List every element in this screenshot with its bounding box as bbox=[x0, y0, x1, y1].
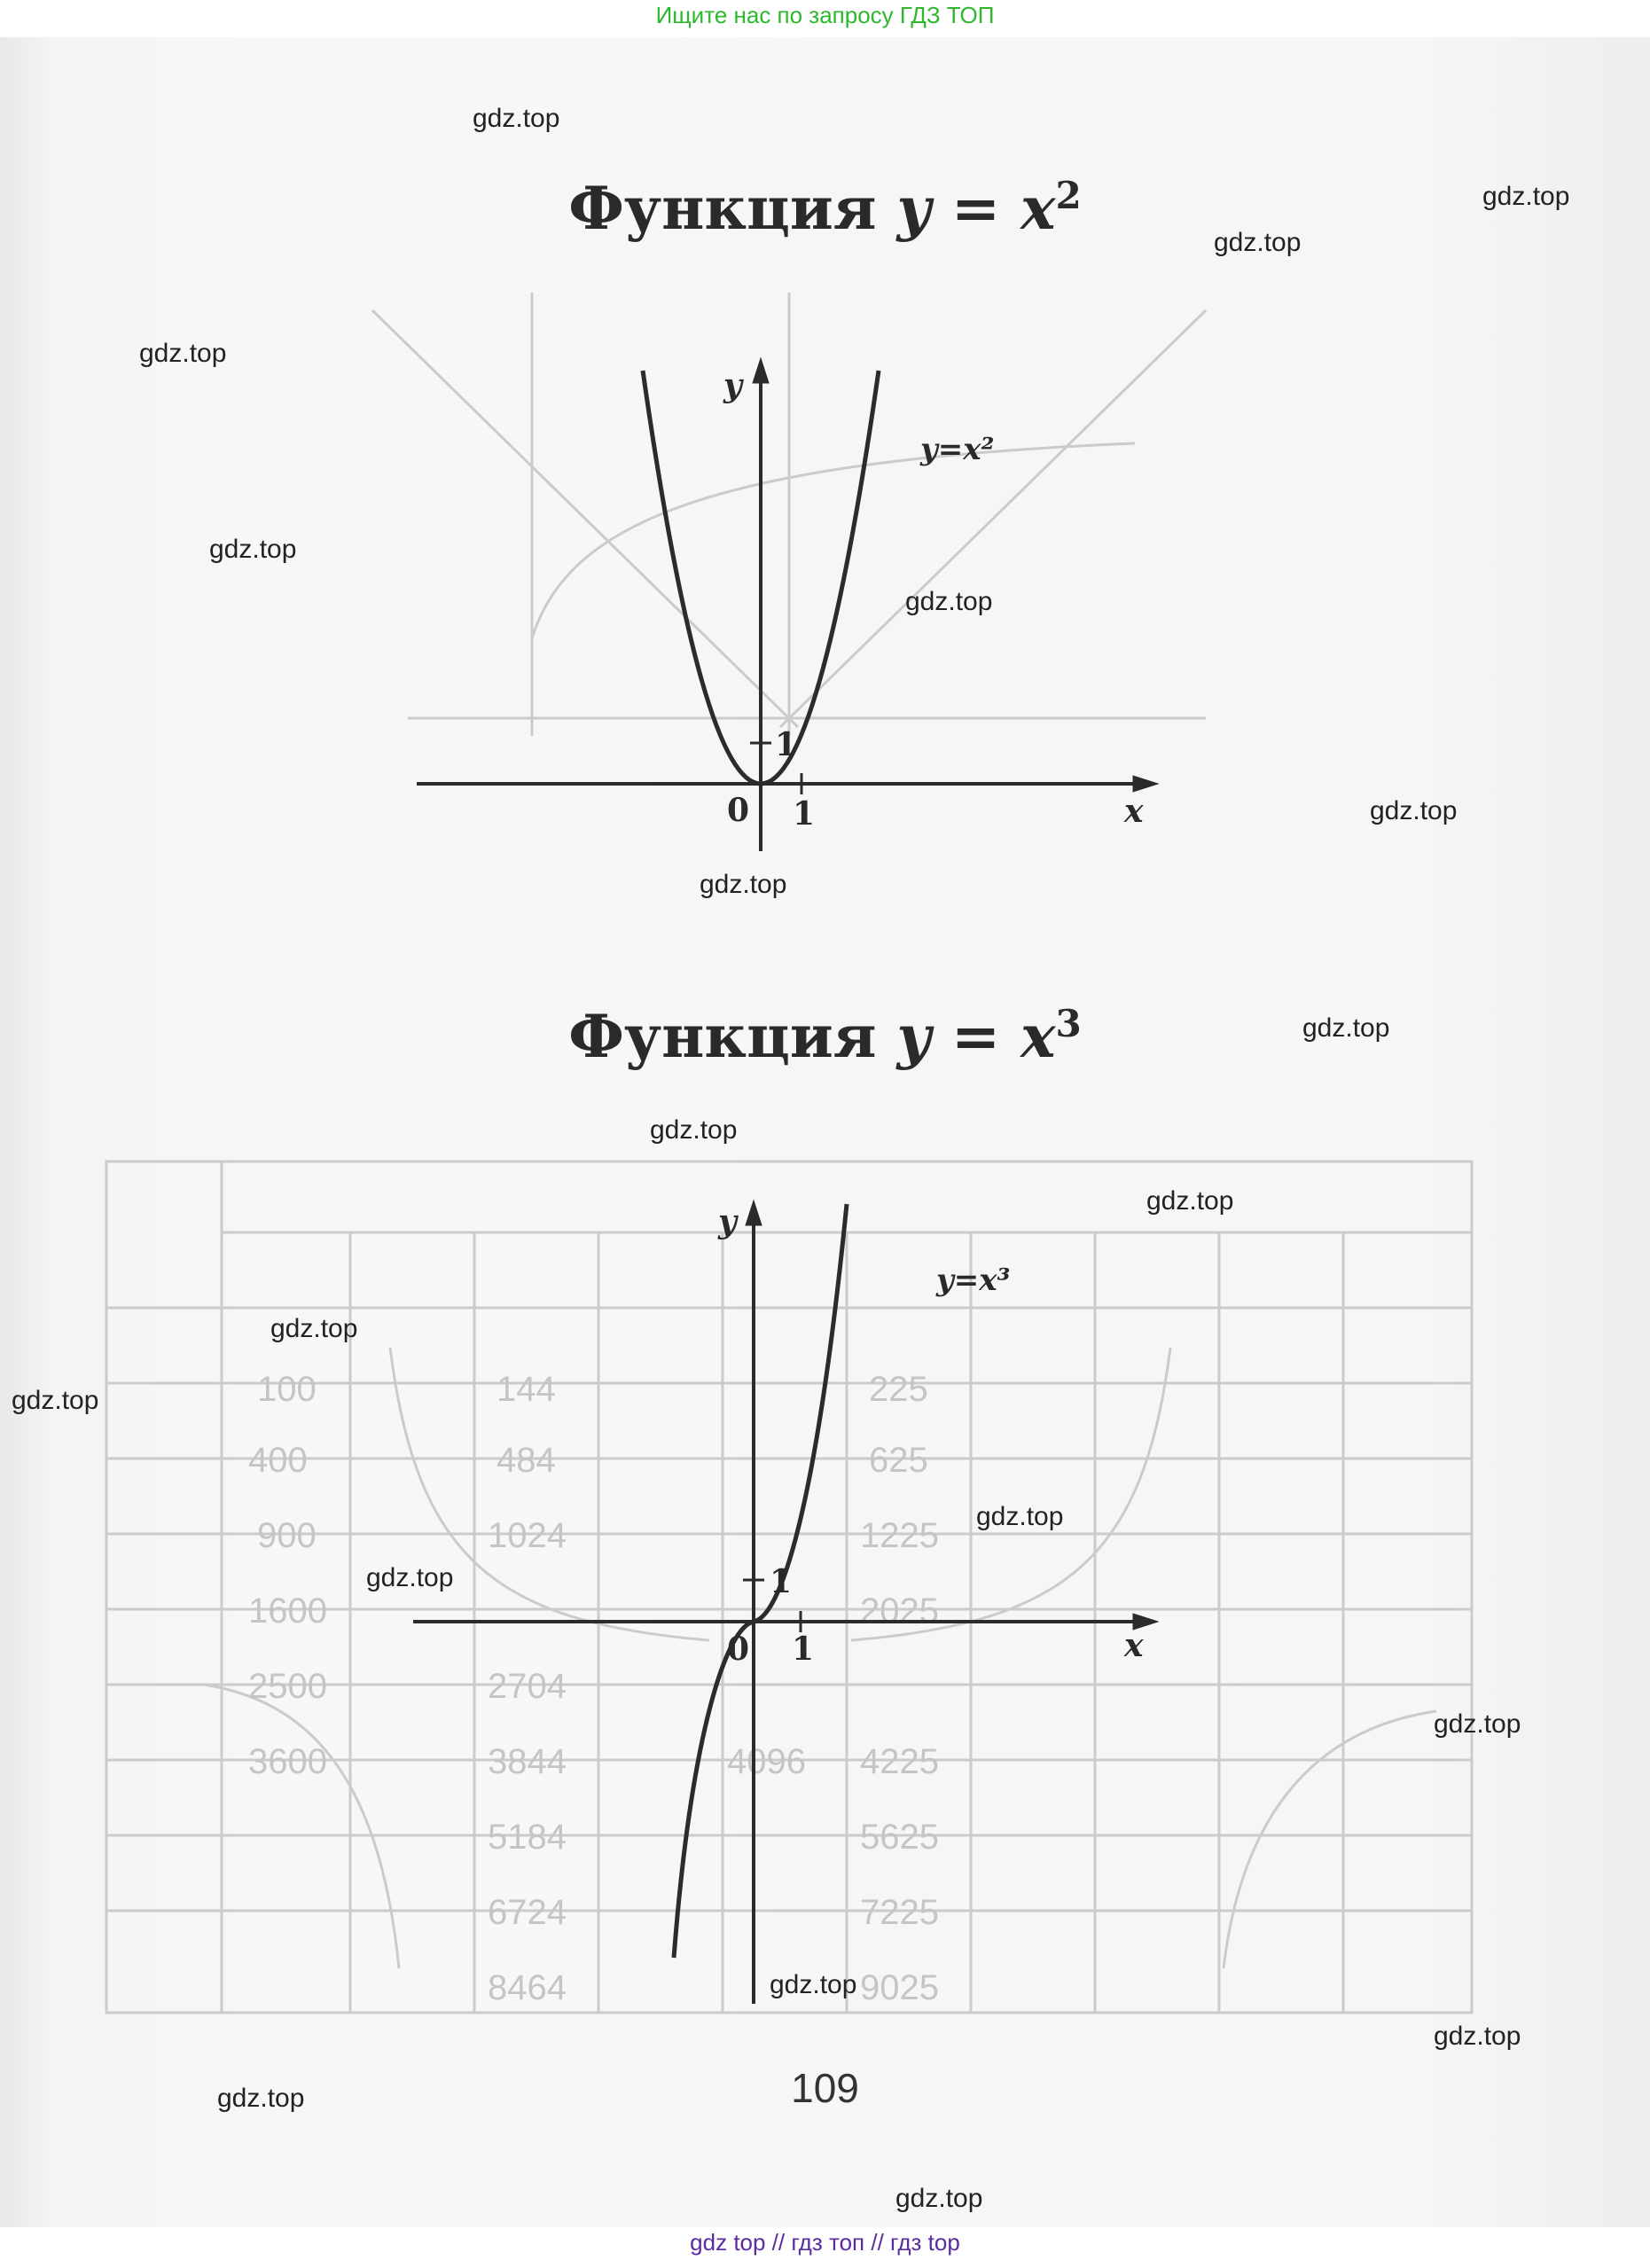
parabola-label: y=x² bbox=[920, 432, 995, 467]
section2-title-var: y bbox=[896, 1002, 931, 1071]
graph1-tick-y-label: 1 bbox=[775, 726, 798, 763]
svg-text:5625: 5625 bbox=[860, 1818, 939, 1857]
svg-text:100: 100 bbox=[257, 1370, 317, 1409]
svg-text:7225: 7225 bbox=[860, 1893, 939, 1932]
svg-text:2704: 2704 bbox=[488, 1667, 567, 1706]
section1-title-exp: 2 bbox=[1055, 174, 1082, 217]
watermark: gdz.top bbox=[1482, 182, 1570, 211]
graph2-y-label: y bbox=[718, 1203, 737, 1240]
svg-text:6724: 6724 bbox=[488, 1893, 567, 1932]
top-banner[interactable]: Ищите нас по запросу ГДЗ ТОП bbox=[655, 2, 995, 28]
svg-text:1225: 1225 bbox=[860, 1516, 939, 1555]
section1-title-var: y bbox=[896, 174, 931, 243]
svg-text:400: 400 bbox=[248, 1441, 308, 1480]
watermark: gdz.top bbox=[1214, 228, 1302, 257]
watermark: gdz.top bbox=[1302, 1013, 1390, 1043]
watermark: gdz.top bbox=[366, 1563, 454, 1592]
watermark: gdz.top bbox=[905, 587, 993, 616]
graph1-y-label: y bbox=[723, 367, 742, 404]
graph1-x-label: x bbox=[1124, 793, 1144, 830]
watermark: gdz.top bbox=[473, 104, 560, 133]
svg-text:4225: 4225 bbox=[860, 1742, 939, 1781]
svg-text:8464: 8464 bbox=[488, 1968, 567, 2007]
watermark: gdz.top bbox=[1434, 1709, 1521, 1739]
svg-text:900: 900 bbox=[257, 1516, 317, 1555]
section1-title-word: Функция bbox=[568, 174, 877, 243]
svg-text:1024: 1024 bbox=[488, 1516, 567, 1555]
svg-text:2025: 2025 bbox=[860, 1592, 939, 1631]
svg-text:2500: 2500 bbox=[248, 1667, 327, 1706]
section1-title-base: x bbox=[1020, 174, 1056, 243]
watermark: gdz.top bbox=[976, 1502, 1064, 1531]
graph1-origin-label: 0 bbox=[727, 792, 750, 829]
section2-title-base: x bbox=[1020, 1002, 1056, 1071]
section1-title-eq: = bbox=[950, 174, 1001, 243]
watermark: gdz.top bbox=[1434, 2022, 1521, 2051]
watermark: gdz.top bbox=[650, 1115, 738, 1145]
svg-text:144: 144 bbox=[497, 1370, 556, 1409]
watermark: gdz.top bbox=[700, 870, 787, 899]
watermark: gdz.top bbox=[217, 2084, 305, 2113]
section2-title-exp: 3 bbox=[1055, 1002, 1082, 1045]
page-number: 109 bbox=[791, 2065, 859, 2111]
graph1-tick-x-label: 1 bbox=[793, 795, 816, 833]
section2-title-word: Функция bbox=[568, 1002, 877, 1071]
graph2-origin-label: 0 bbox=[727, 1631, 750, 1668]
graph2-x-label: x bbox=[1124, 1627, 1144, 1664]
svg-text:225: 225 bbox=[869, 1370, 928, 1409]
watermark: gdz.top bbox=[139, 339, 227, 368]
watermark: gdz.top bbox=[895, 2184, 983, 2213]
svg-text:625: 625 bbox=[869, 1441, 928, 1480]
watermark: gdz.top bbox=[770, 1970, 857, 1999]
cubic-label: y=x³ bbox=[936, 1263, 1011, 1298]
svg-text:3844: 3844 bbox=[488, 1742, 567, 1781]
watermark: gdz.top bbox=[1146, 1186, 1234, 1216]
svg-text:5184: 5184 bbox=[488, 1818, 567, 1857]
svg-text:3600: 3600 bbox=[248, 1742, 327, 1781]
graph2-tick-x-label: 1 bbox=[792, 1631, 815, 1668]
watermark: gdz.top bbox=[209, 535, 297, 564]
watermark: gdz.top bbox=[12, 1386, 99, 1415]
graph2-y-arrow bbox=[746, 1200, 762, 1225]
svg-text:484: 484 bbox=[497, 1441, 556, 1480]
svg-text:4096: 4096 bbox=[727, 1742, 806, 1781]
watermark: gdz.top bbox=[1370, 796, 1458, 825]
section2-title-eq: = bbox=[950, 1002, 1001, 1071]
svg-text:1600: 1600 bbox=[248, 1592, 327, 1631]
watermark: gdz.top bbox=[270, 1314, 358, 1343]
footer-links[interactable]: gdz top // гдз топ // гдз top bbox=[690, 2229, 960, 2256]
graph2-tick-y-label: 1 bbox=[770, 1563, 793, 1600]
svg-text:9025: 9025 bbox=[860, 1968, 939, 2007]
